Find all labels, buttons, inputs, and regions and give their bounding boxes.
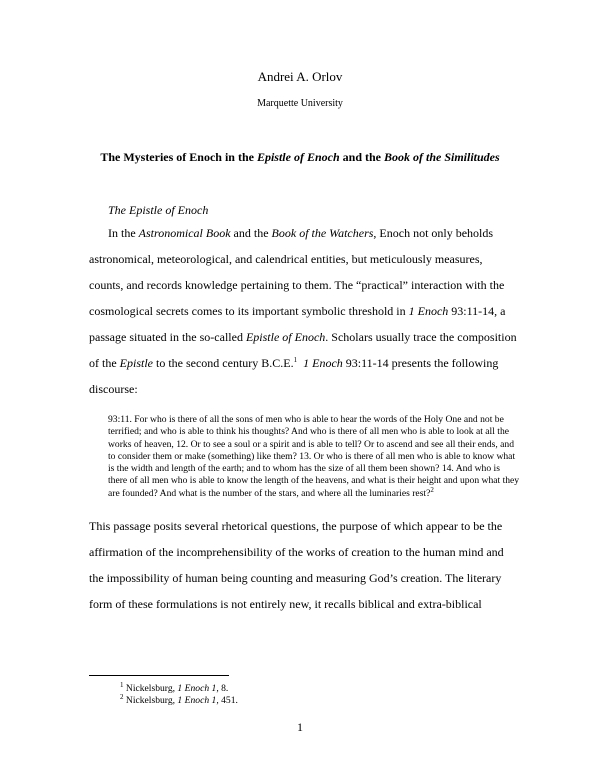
p1-italic-3: 1 Enoch [408,304,449,318]
footnote-1-number: 1 [120,680,124,689]
author-affiliation: Marquette University [257,98,343,109]
block-quote [108,414,520,500]
footnote-2 [120,692,238,706]
footnote-2-number: 2 [120,692,124,701]
footnote-ref-2[interactable]: 2 [430,485,434,494]
footnote-1-italic: 1 Enoch 1 [177,683,217,694]
p1-italic-4: Epistle of Enoch [245,330,326,344]
p1-italic-6: 1 Enoch [303,356,343,370]
p1-text-8: 93:11-14 presents the following discourse: [89,356,499,396]
footnote-2-text: Nickelsburg, [123,695,178,706]
title-epistle: Epistle of Enoch [256,150,340,164]
p1-italic-5: Epistle [119,356,153,370]
author-name: Andrei A. Orlov [257,69,343,84]
footnote-separator [89,675,229,676]
p1-text-1: In the [108,226,139,240]
p1-text-2: and the [230,226,272,240]
title-part1: The Mysteries of Enoch in the [100,150,257,164]
footnote-ref-1[interactable]: 1 [293,356,298,364]
p1-italic-1: Astronomical Book [138,226,231,240]
footnote-1-text: Nickelsburg, [123,683,178,694]
page-number: 1 [297,720,303,734]
body-paragraph-2: This passage posits several rhetorical questions, the purpose of which appear to be the affirmation of the incomprehensibility of the works of creation to the human mind and the impossibility of human being counting and measuring God’s creation. The literary form of these formulations is not entirely new, it recalls biblical and extra-biblical [89,519,504,611]
block-quote-text: 93:11. For who is there of all the sons of men who is able to hear the words of the Holy One and not be terrified; and who is able to think his thoughts? And who is there of all men who is able to look at all the works of heaven, 12. Or to see a soul or a spirit and is able to tell? Or to ascend and see all their ends, and to consider them or make (something) like them? 13. Or who is there of all men who is able to know what is the width and length of the earth; and to whom has the size of all them been shown? 14. And who is there of all men who is able to know the length of the heavens, and what is their height and upon what they are founded? And what is the number of the stars, and where all the luminaries rest? [108,414,520,499]
p1-italic-2: Book of the Watchers [271,226,374,240]
paper-title [0,150,600,165]
footnote-1 [120,680,229,694]
footnote-1-after: , 8. [216,683,229,694]
title-part2: and the [339,150,384,164]
p1-text-4: 93:11-14, a passage situated in the so-called [89,304,506,344]
p1-text-5: . Scholars usually trace the composition of the [89,330,517,370]
section-heading: The Epistle of Enoch [108,203,209,217]
p1-text-6: to the second century B.C.E. [152,356,294,370]
footnote-2-italic: 1 Enoch 1 [177,695,217,706]
footnote-2-after: , 451. [216,695,238,706]
title-similitudes: Book of the Similitudes [384,150,500,164]
body-paragraph-1 [89,220,519,402]
p1-text-3: , Enoch not only beholds astronomical, meteorological, and calendrical entities, but meticulously measures, counts, and records knowledge pertaining to them. The “practical” interaction with the cosmological secrets comes to its important symbolic threshold in [89,226,505,318]
